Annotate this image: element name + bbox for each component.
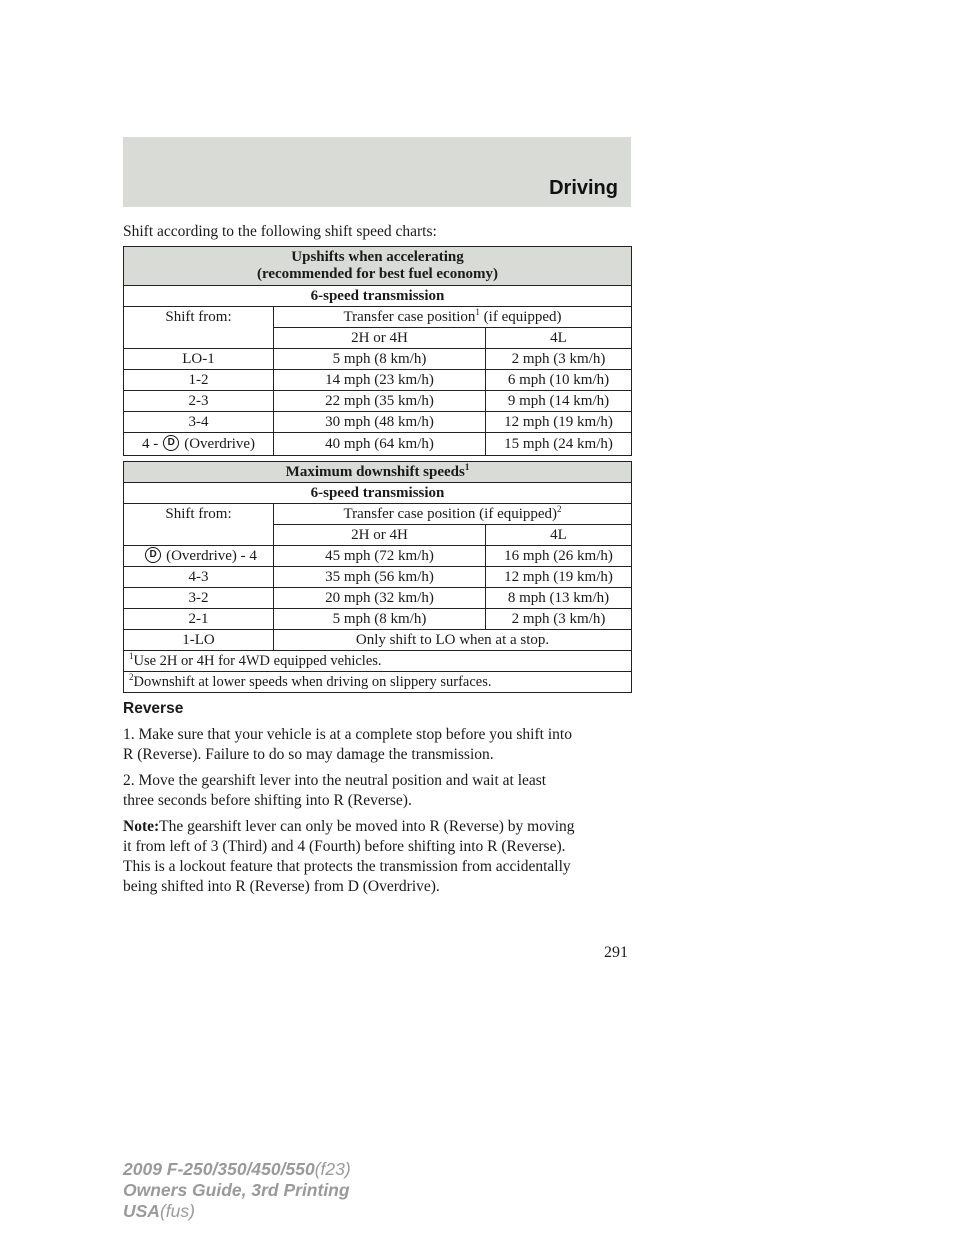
table-row: 3-2 20 mph (32 km/h) 8 mph (13 km/h): [124, 588, 632, 609]
table-row: [124, 672, 632, 693]
downshift-table: [123, 461, 632, 693]
section-header: [123, 137, 631, 207]
transfer-case-header: Transfer case position (if equipped)$^2$: [274, 504, 632, 525]
reverse-note: Note:The gearshift lever can only be moved into R (Reverse) by moving it from left of 3 (Third) and 4 (Fourth) before shifting into R (Reverse). This is a lockout feature that protects the transmission from accidentally being shifted into R (Reverse) from D (Overdrive).: [123, 818, 575, 895]
footnote: $^1$Use 2H or 4H for 4WD equipped vehicles.: [124, 651, 632, 672]
reverse-step-2: 2. Move the gearshift lever into the neutral position and wait at least three seconds before shifting into R (Reverse).: [123, 772, 547, 809]
table-row: 4 - D (Overdrive) 40 mph (64 km/h) 15 mph (24 km/h): [124, 433, 632, 456]
overdrive-icon: D: [145, 547, 161, 563]
upshift-table: [123, 246, 632, 456]
overdrive-shift-cell: D (Overdrive) - 4: [124, 546, 274, 567]
table-row: [124, 504, 632, 525]
upshift-table-title: Upshifts when accelerating (recommended for best fuel economy): [124, 247, 632, 286]
column-header-4l: 4L: [486, 328, 632, 349]
table-row: [124, 462, 632, 483]
transmission-label: 6-speed transmission: [124, 483, 632, 504]
reverse-heading: Reverse: [123, 700, 184, 717]
section-title: Driving: [549, 177, 618, 199]
overdrive-icon: D: [163, 435, 179, 451]
downshift-table-title: Maximum downshift speeds$^1$: [124, 462, 632, 483]
column-header-2h4h: 2H or 4H: [274, 525, 486, 546]
table-row: [124, 286, 632, 307]
table-row: 1-LO Only shift to LO when at a stop.: [124, 630, 632, 651]
note-label: Note:: [123, 818, 160, 835]
table-row: [124, 307, 632, 328]
transmission-label: 6-speed transmission: [124, 286, 632, 307]
table-row: [124, 247, 632, 286]
overdrive-shift-cell: 4 - D (Overdrive): [124, 433, 274, 456]
table-row: 2-1 5 mph (8 km/h) 2 mph (3 km/h): [124, 609, 632, 630]
transfer-case-header: Transfer case position$^1$ (if equipped): [274, 307, 632, 328]
footnote: $^2$Downshift at lower speeds when driving on slippery surfaces.: [124, 672, 632, 693]
page-number: 291: [604, 944, 628, 961]
shift-from-label: Shift from:: [124, 307, 274, 349]
intro-text: Shift according to the following shift speed charts:: [123, 223, 437, 240]
table-row: D (Overdrive) - 4 45 mph (72 km/h) 16 mph (26 km/h): [124, 546, 632, 567]
document-footer: 2009 F-250/350/450/550(f23) Owners Guide, 3rd Printing USA(fus): [123, 1159, 351, 1221]
table-row: 3-4 30 mph (48 km/h) 12 mph (19 km/h): [124, 412, 632, 433]
table-row: [124, 651, 632, 672]
table-row: LO-1 5 mph (8 km/h) 2 mph (3 km/h): [124, 349, 632, 370]
table-row: 4-3 35 mph (56 km/h) 12 mph (19 km/h): [124, 567, 632, 588]
table-row: [124, 483, 632, 504]
shift-from-label: Shift from:: [124, 504, 274, 546]
column-header-2h4h: 2H or 4H: [274, 328, 486, 349]
reverse-step-1: 1. Make sure that your vehicle is at a complete stop before you shift into R (Reverse). Failure to do so may damage the transmission.: [123, 726, 572, 763]
column-header-4l: 4L: [486, 525, 632, 546]
table-row: 2-3 22 mph (35 km/h) 9 mph (14 km/h): [124, 391, 632, 412]
table-row: 1-2 14 mph (23 km/h) 6 mph (10 km/h): [124, 370, 632, 391]
